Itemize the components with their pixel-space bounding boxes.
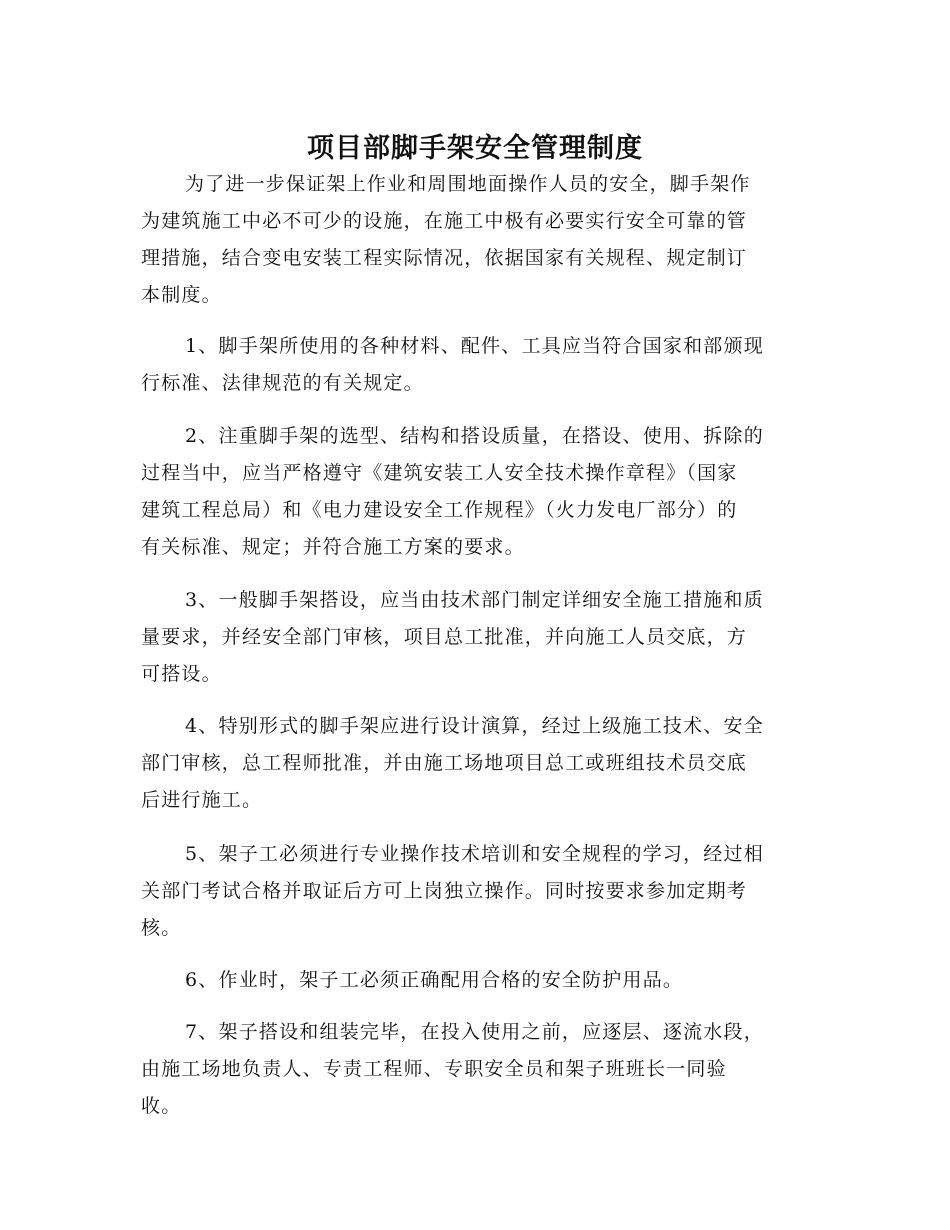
paragraph-line: 可搭设。 [141,663,222,685]
paragraph-line: 建筑工程总局）和《电力建设安全工作规程》（火力发电厂部分）的 [141,499,738,521]
paragraph-line: 3、一般脚手架搭设，应当由技术部门制定详细安全施工措施和质 [185,589,764,611]
paragraph-line: 过程当中，应当严格遵守《建筑安装工人安全技术操作章程》（国家 [141,462,738,484]
paragraph-line: 5、架子工必须进行专业操作技术培训和安全规程的学习，经过相 [185,843,764,865]
paragraph-line: 理措施，结合变电安装工程实际情况，依据国家有关规程、规定制订 [141,247,748,269]
paragraph-line: 行标准、法律规范的有关规定。 [141,372,424,394]
clause-2-paragraph [141,418,821,566]
clause-4-paragraph [141,708,821,819]
paragraph-line: 由施工场地负责人、专责工程师、专职安全员和架子班班长一同验 [141,1058,727,1080]
paragraph-line: 收。 [141,1095,182,1117]
paragraph-line: 本制度。 [141,284,222,306]
paragraph-line: 为建筑施工中必不可少的设施，在施工中极有必要实行安全可靠的管 [141,210,748,232]
paragraph-line: 关部门考试合格并取证后方可上岗独立操作。同时按要求参加定期考 [141,880,748,902]
document-title: 项目部脚手架安全管理制度 [307,133,643,165]
paragraph-line: 量要求，并经安全部门审核，项目总工批准，并向施工人员交底，方 [141,626,748,648]
clause-3-paragraph [141,582,821,693]
clause-1-paragraph [141,328,821,402]
paragraph-line: 7、架子搭设和组装完毕，在投入使用之前，应逐层、逐流水段， [185,1021,764,1043]
paragraph-line: 4、特别形式的脚手架应进行设计演算，经过上级施工技术、安全 [185,715,764,737]
paragraph-line: 为了进一步保证架上作业和周围地面操作人员的安全，脚手架作 [185,173,751,195]
paragraph-line: 后进行施工。 [141,789,263,811]
paragraph-line: 2、注重脚手架的选型、结构和搭设质量，在搭设、使用、拆除的 [185,425,764,447]
paragraph-line: 1、脚手架所使用的各种材料、配件、工具应当符合国家和部颁现 [185,335,764,357]
paragraph-line: 核。 [141,917,182,939]
paragraph-line: 有关标准、规定；并符合施工方案的要求。 [141,536,525,558]
intro-paragraph [141,166,821,314]
clause-6-paragraph [141,962,821,999]
paragraph-line: 6、作业时，架子工必须正确配用合格的安全防护用品。 [185,969,684,991]
clause-5-paragraph [141,836,821,947]
clause-7-paragraph [141,1014,821,1125]
paragraph-line: 部门审核，总工程师批准，并由施工场地项目总工或班组技术员交底 [141,752,748,774]
